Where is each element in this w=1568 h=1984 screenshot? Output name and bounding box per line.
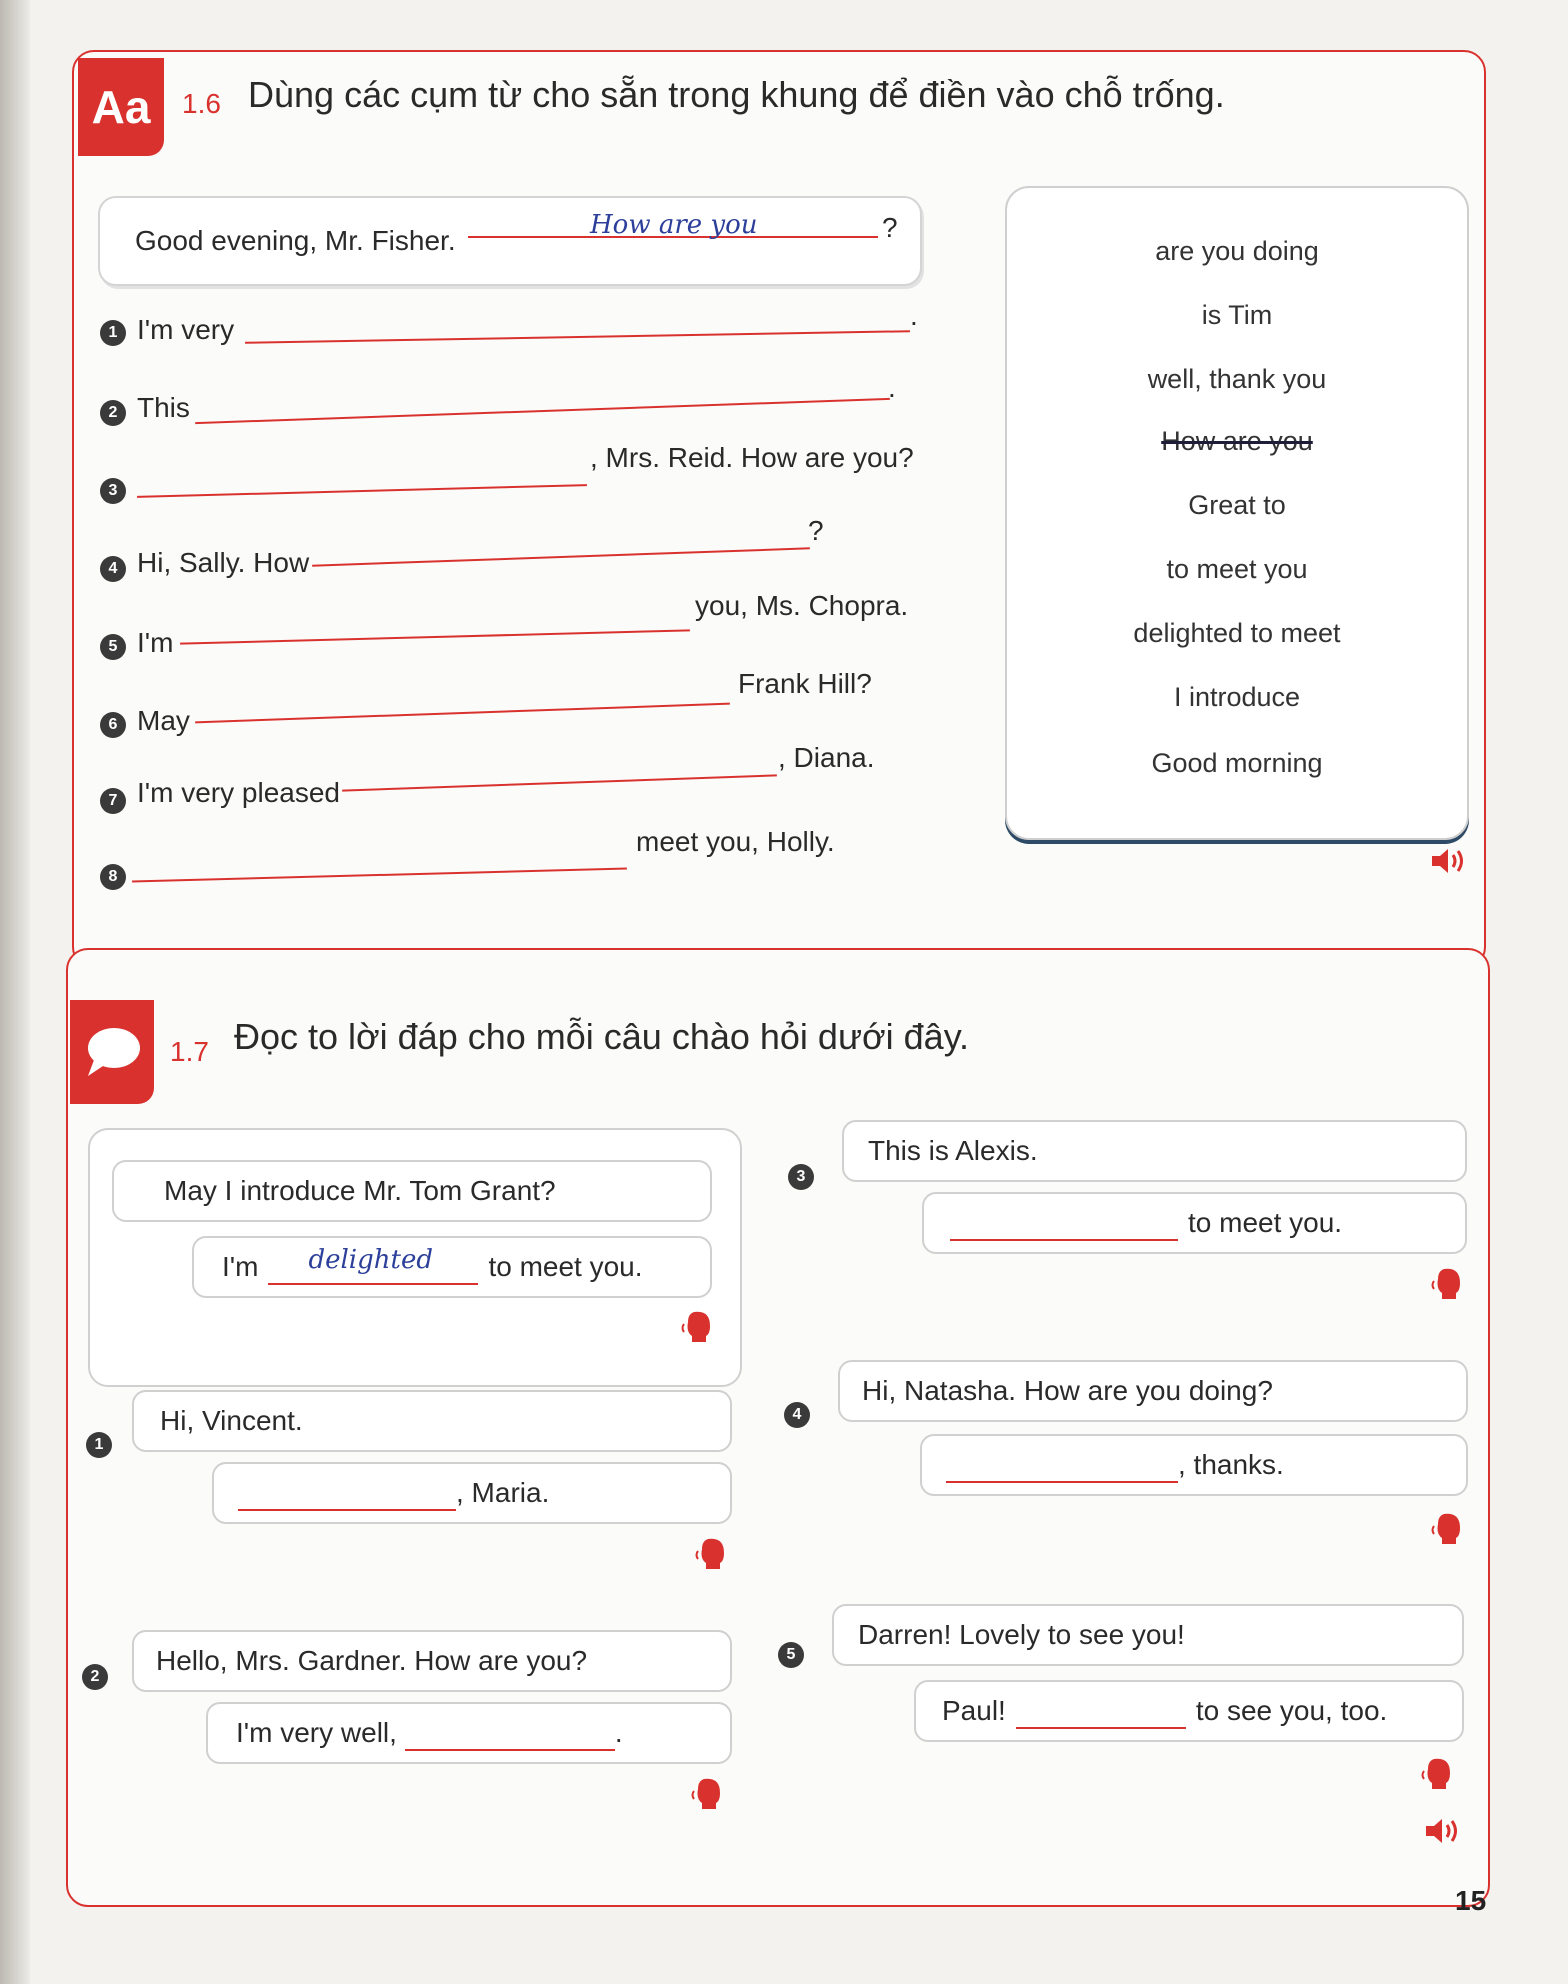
item-3-reply-blank[interactable] [950, 1205, 1178, 1241]
word-bank-item: well, thank you [1147, 364, 1327, 394]
item-1-greeting: Hi, Vincent. [160, 1405, 303, 1436]
item-3-reply-end: to meet you. [1188, 1207, 1343, 1238]
item-4-start: Hi, Sally. How [137, 547, 310, 578]
example-reply-start: I'm [222, 1251, 259, 1282]
exercise-1-6-title: Dùng các cụm từ cho sẵn trong khung để điền vào chỗ trống. [248, 74, 1225, 115]
item-4-greeting-bubble [838, 1360, 1468, 1422]
speaking-head-icon[interactable] [1430, 1510, 1464, 1546]
item-number: 7 [100, 788, 126, 814]
item-3-reply-bubble [922, 1192, 1467, 1254]
item-7-start: I'm very pleased [137, 777, 340, 808]
speaker-icon[interactable] [1430, 845, 1470, 877]
example-answer: How are you [590, 210, 758, 240]
item-number: 8 [100, 864, 126, 890]
example-sentence-start: Good evening, Mr. Fisher. [135, 225, 456, 256]
word-bank-item: I introduce [1173, 682, 1301, 712]
speaking-head-icon[interactable] [690, 1775, 724, 1811]
speaker-icon[interactable] [1424, 1815, 1464, 1847]
item-5-start: I'm [137, 627, 174, 658]
item-7-end: , Diana. [778, 742, 875, 773]
item-2-reply-blank[interactable] [405, 1715, 615, 1751]
word-bank [1005, 186, 1469, 840]
exercise-1-6-badge: Aa [78, 58, 164, 156]
item-number: 6 [100, 712, 126, 738]
item-4-greeting: Hi, Natasha. How are you doing? [862, 1375, 1273, 1406]
item-3-greeting: This is Alexis. [868, 1135, 1038, 1166]
item-4-reply-blank[interactable] [946, 1447, 1178, 1483]
example-reply-end: to meet you. [488, 1251, 643, 1282]
exercise-1-7-number: 1.7 [170, 1036, 209, 1067]
item-1-reply-blank[interactable] [238, 1475, 456, 1511]
item-2-start: This [137, 392, 190, 423]
item-1-start: I'm very [137, 314, 235, 345]
word-bank-item: are you doing [1155, 236, 1319, 266]
exercise-1-6-number: 1.6 [182, 88, 221, 119]
exercise-1-7-badge [70, 1000, 154, 1104]
item-6-start: May [137, 705, 190, 736]
item-3-end: , Mrs. Reid. How are you? [590, 442, 914, 473]
example-greeting-bubble [112, 1160, 712, 1222]
item-1-reply-end: , Maria. [456, 1477, 550, 1508]
item-5-reply-start: Paul! [942, 1695, 1006, 1726]
item-number: 3 [100, 478, 126, 504]
item-4-end: ? [808, 515, 824, 546]
word-bank-item: Great to [1188, 490, 1286, 520]
item-1-end: . [910, 300, 918, 331]
item-5-reply-bubble [914, 1680, 1464, 1742]
item-5-reply-end: to see you, too. [1195, 1695, 1388, 1726]
item-2-reply-start: I'm very well, [236, 1717, 397, 1748]
example-reply-bubble [192, 1236, 712, 1298]
page-gutter [0, 0, 30, 1984]
item-4-reply-end: , thanks. [1178, 1449, 1284, 1480]
item-2-reply-end: . [614, 1717, 623, 1748]
item-number: 1 [100, 320, 126, 346]
word-bank-item: to meet you [1166, 554, 1308, 584]
example-sentence-end: ? [882, 212, 898, 243]
speaking-head-icon[interactable] [1430, 1265, 1464, 1301]
word-bank-item: delighted to meet [1133, 618, 1341, 648]
word-bank-item-used: How are you [1161, 426, 1313, 456]
word-bank-item: Good morning [1151, 748, 1323, 778]
item-2-greeting: Hello, Mrs. Gardner. How are you? [156, 1645, 588, 1676]
item-number: 2 [82, 1664, 108, 1690]
example-reply-answer: delighted [308, 1245, 433, 1275]
item-1-greeting-bubble [132, 1390, 732, 1452]
item-number: 4 [100, 556, 126, 582]
item-number: 3 [788, 1164, 814, 1190]
item-number: 5 [100, 634, 126, 660]
item-5-reply-blank[interactable] [1016, 1693, 1186, 1729]
speech-bubble-icon [82, 1024, 142, 1080]
speaking-head-icon[interactable] [680, 1308, 714, 1344]
item-1-reply-bubble [212, 1462, 732, 1524]
item-5-greeting: Darren! Lovely to see you! [858, 1619, 1185, 1650]
example-greeting: May I introduce Mr. Tom Grant? [164, 1175, 556, 1206]
item-3-greeting-bubble [842, 1120, 1467, 1182]
item-5-greeting-bubble [832, 1604, 1464, 1666]
item-number: 1 [86, 1432, 112, 1458]
item-number: 5 [778, 1642, 804, 1668]
speaking-head-icon[interactable] [694, 1535, 728, 1571]
item-8-end: meet you, Holly. [636, 826, 835, 857]
item-5-end: you, Ms. Chopra. [695, 590, 909, 621]
speaking-head-icon[interactable] [1420, 1755, 1454, 1791]
item-2-reply-bubble [206, 1702, 732, 1764]
exercise-1-7-title: Đọc to lời đáp cho mỗi câu chào hỏi dưới đây. [234, 1016, 970, 1057]
item-number: 4 [784, 1402, 810, 1428]
item-6-end: Frank Hill? [738, 668, 872, 699]
item-2-end: . [888, 372, 896, 403]
item-4-reply-bubble [920, 1434, 1468, 1496]
word-bank-item: is Tim [1201, 300, 1273, 330]
page-number: 15 [1455, 1885, 1487, 1916]
example-reply-blank [268, 1245, 478, 1285]
item-2-greeting-bubble [132, 1630, 732, 1692]
item-number: 2 [100, 400, 126, 426]
